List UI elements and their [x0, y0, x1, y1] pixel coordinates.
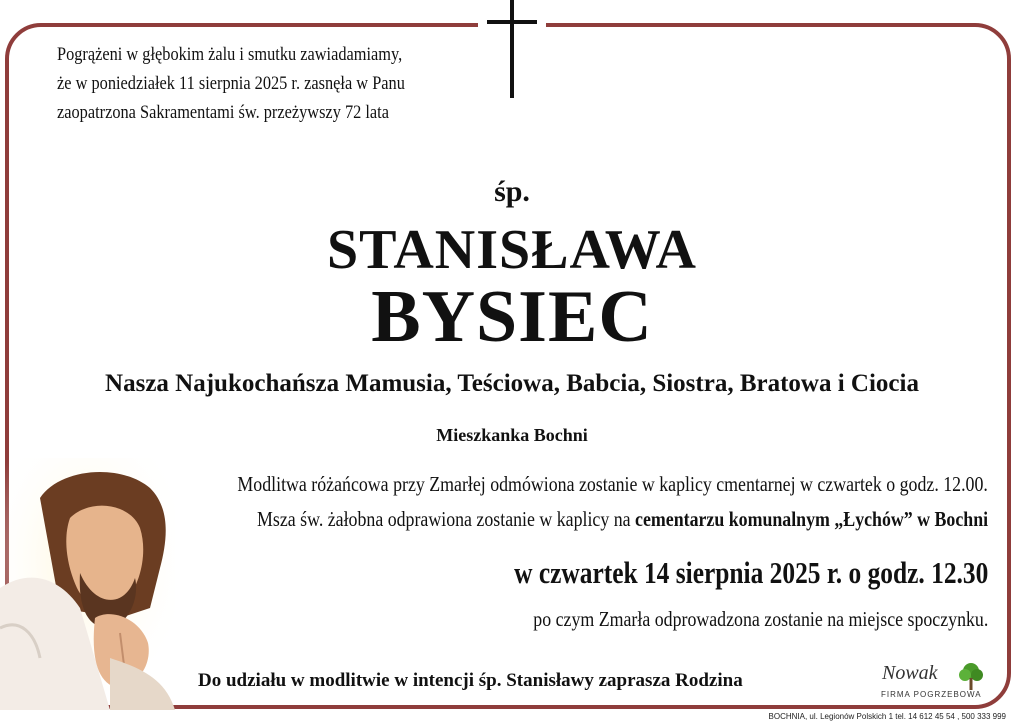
- cross-icon: [478, 0, 546, 100]
- rosary-info: Modlitwa różańcowa przy Zmarłej odmówiona zostanie w kaplicy cmentarnej w czwartek o godz. 12.00.: [237, 472, 988, 496]
- funeral-home-logo: [880, 662, 990, 706]
- family-relations-line: Nasza Najukochańsza Mamusia, Teściowa, Babcia, Siostra, Bratowa i Ciocia: [105, 370, 919, 397]
- resident-line: Mieszkanka Bochni: [436, 425, 588, 445]
- intro-line-1: Pogrążeni w głębokim żalu i smutku zawiadamiamy,: [57, 44, 403, 65]
- funeral-home-name: Nowak: [882, 662, 938, 684]
- burial-info: po czym Zmarła odprowadzona zostanie na miejsce spoczynku.: [532, 607, 988, 631]
- funeral-home-subtitle: FIRMA POGRZEBOWA: [881, 690, 982, 699]
- mass-place: cementarzu komunalnym „Łychów” w Bochni: [634, 507, 988, 531]
- deceased-first-name: STANISŁAWA: [327, 219, 697, 281]
- tree-icon: [958, 662, 984, 692]
- announcement-intro: [57, 40, 435, 127]
- prefix-sp: śp.: [494, 175, 530, 208]
- mass-prefix: Msza św. żałobna odprawiona zostanie w kaplicy na: [256, 507, 635, 531]
- mass-info: [257, 507, 988, 532]
- intro-line-3: zaopatrzona Sakramentami św. przeżywszy 72 lata: [57, 102, 389, 123]
- invitation-line: Do udziału w modlitwie w intencji śp. Stanisławy zaprasza Rodzina: [198, 670, 743, 691]
- praying-jesus-image: [0, 458, 175, 710]
- funeral-date-time: w czwartek 14 sierpnia 2025 r. o godz. 12.30: [513, 555, 988, 590]
- deceased-last-name: BYSIEC: [371, 276, 653, 358]
- contact-footer: BOCHNIA, ul. Legionów Polskich 1 tel. 14 612 45 54 , 500 333 999: [768, 712, 1006, 721]
- intro-line-2: że w poniedziałek 11 sierpnia 2025 r. zasnęła w Panu: [57, 73, 405, 94]
